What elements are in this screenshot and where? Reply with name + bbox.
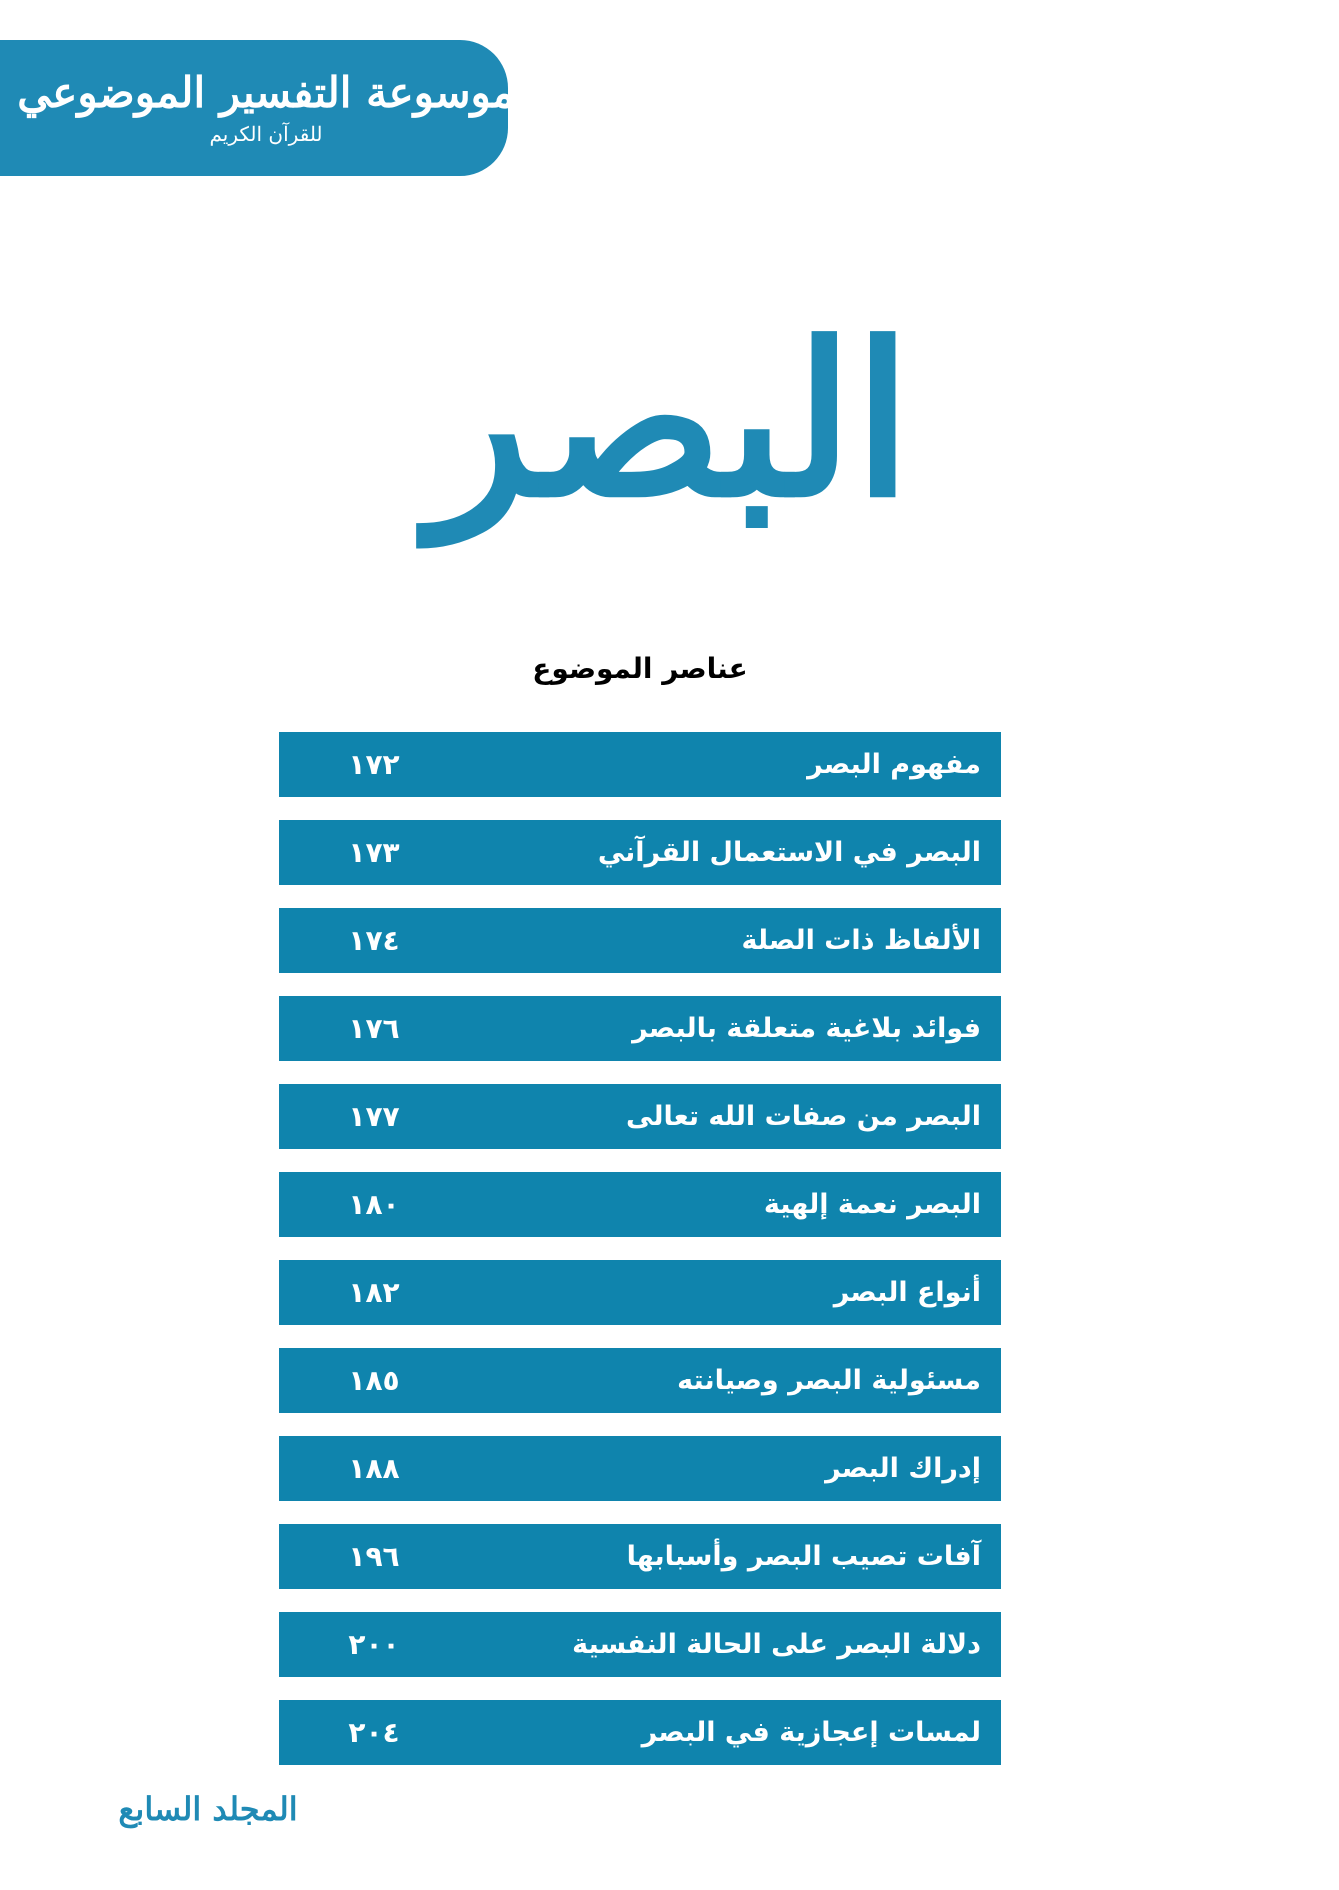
topic-title: البصر [428,296,912,544]
contents-row-title: البصر من صفات الله تعالى [626,1101,981,1132]
contents-row-page: ١٧٣ [348,836,400,869]
volume-label: المجلد السابع [118,1790,298,1828]
contents-row-page: ١٧٤ [348,924,400,957]
contents-row-page: ١٧٦ [348,1012,400,1045]
contents-row-title: دلالة البصر على الحالة النفسية [572,1629,981,1660]
contents-row-page: ٢٠٤ [348,1716,400,1749]
contents-row[interactable] [279,820,1001,885]
contents-row-title: البصر نعمة إلهية [763,1189,981,1220]
contents-row[interactable] [279,1260,1001,1325]
contents-row[interactable] [279,1524,1001,1589]
contents-row-title: مسئولية البصر وصيانته [677,1365,981,1396]
contents-row-title: إدراك البصر [825,1453,981,1484]
contents-row[interactable] [279,1348,1001,1413]
series-subtitle: للقرآن الكريم [209,122,323,147]
contents-row[interactable] [279,1700,1001,1765]
contents-row-title: أنواع البصر [833,1277,981,1308]
contents-row-page: ١٩٦ [348,1540,400,1573]
series-title: موسوعة التفسير الموضوعي [17,67,515,117]
contents-list [279,732,1001,1788]
contents-row[interactable] [279,1084,1001,1149]
contents-row-page: ١٧٢ [348,748,400,781]
contents-row-page: ١٨٥ [348,1364,400,1397]
contents-row-title: مفهوم البصر [807,749,981,780]
contents-row[interactable] [279,996,1001,1061]
contents-row-page: ١٧٧ [348,1100,400,1133]
contents-row[interactable] [279,1436,1001,1501]
contents-row-title: فوائد بلاغية متعلقة بالبصر [632,1013,981,1044]
contents-row-page: ٢٠٠ [348,1628,400,1661]
contents-row-page: ١٨٢ [348,1276,400,1309]
contents-heading: عناصر الموضوع [532,652,748,685]
contents-row-page: ١٨٠ [348,1188,400,1221]
contents-row-page: ١٨٨ [348,1452,400,1485]
series-banner [0,40,515,176]
contents-row-title: آفات تصيب البصر وأسبابها [626,1541,981,1572]
contents-row-title: الألفاظ ذات الصلة [741,925,981,956]
contents-row-title: البصر في الاستعمال القرآني [597,837,981,868]
contents-row[interactable] [279,1172,1001,1237]
contents-row[interactable] [279,1612,1001,1677]
contents-row-title: لمسات إعجازية في البصر [641,1717,981,1748]
contents-row[interactable] [279,908,1001,973]
contents-row[interactable] [279,732,1001,797]
